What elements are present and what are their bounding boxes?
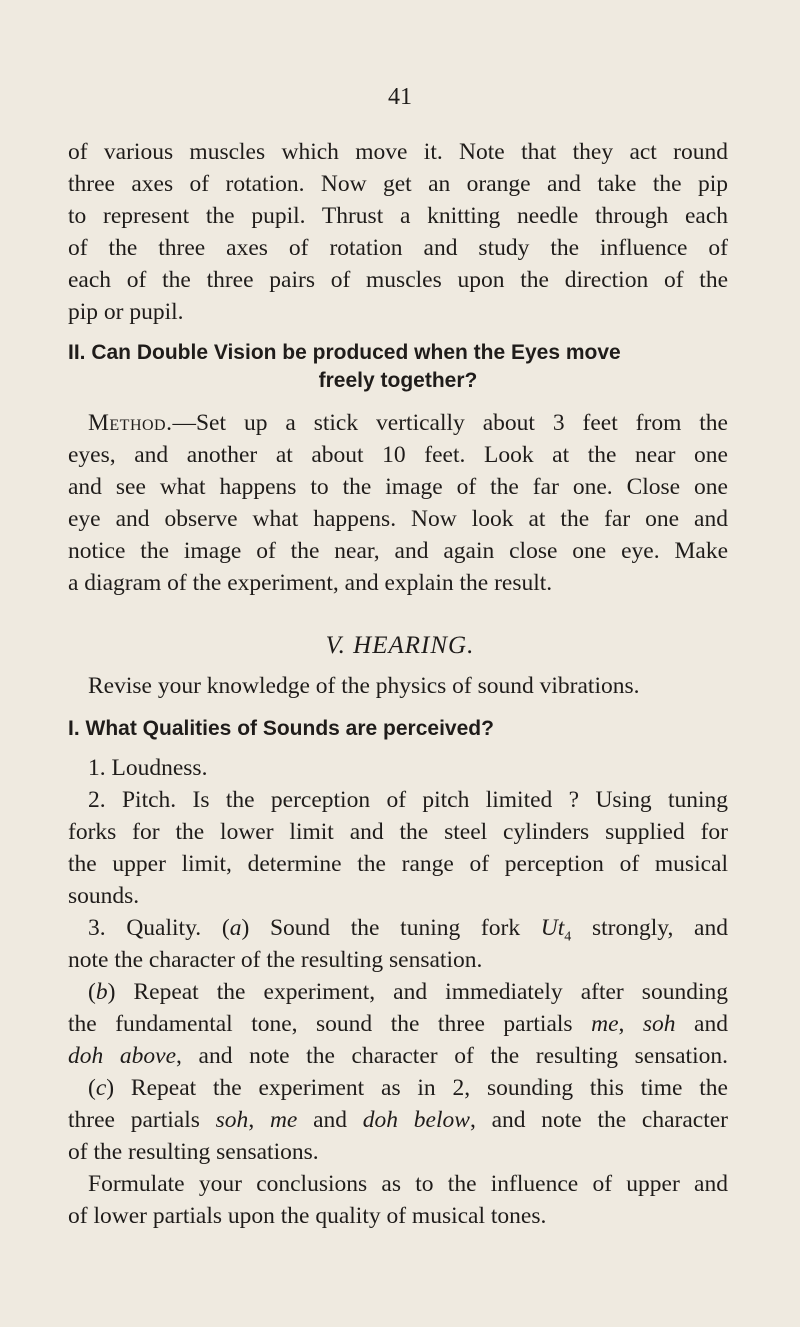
paragraph-line: and see what happens to the image of the far one. Close one <box>68 474 728 500</box>
question-heading: I. What Qualities of Sounds are perceived? <box>68 717 494 740</box>
paragraph-line: three axes of rotation. Now get an orange and take the pip <box>68 171 728 197</box>
paragraph-line: of lower partials upon the quality of musical tones. <box>68 1203 547 1229</box>
paragraph-line: sounds. <box>68 883 140 909</box>
revise-line: Revise your knowledge of the physics of sound vibrations. <box>88 673 640 699</box>
paragraph-line: pip or pupil. <box>68 299 184 325</box>
paragraph-line: doh above, and note the character of the resulting sensation. <box>68 1043 728 1069</box>
question-heading-cont: freely together? <box>318 369 478 392</box>
paragraph-line: eyes, and another at about 10 feet. Look at the near one <box>68 442 728 468</box>
list-item: 1. Loudness. <box>88 755 208 781</box>
sub-item: (b) Repeat the experiment, and immediately after sounding <box>88 979 728 1005</box>
paragraph-line: of the resulting sensations. <box>68 1139 319 1165</box>
method-label: Method. <box>88 410 173 436</box>
paragraph-line: to represent the pupil. Thrust a knitting needle through each <box>68 203 728 229</box>
paragraph-line: the upper limit, determine the range of perception of musical <box>68 851 728 877</box>
paragraph-line: the fundamental tone, sound the three partials me, soh and <box>68 1011 728 1037</box>
list-item: 3. Quality. (a) Sound the tuning fork $Ut_4$ strongly, and <box>88 915 728 945</box>
fork-name: Ut <box>540 915 565 941</box>
page-number: 41 <box>388 84 412 110</box>
paragraph-line: each of the three pairs of muscles upon the direction of the <box>68 267 728 293</box>
question-heading: II. Can Double Vision be produced when the Eyes move <box>68 341 621 364</box>
list-item: 2. Pitch. Is the perception of pitch limited ? Using tuning <box>88 787 728 813</box>
section-title: V. HEARING. <box>325 632 475 659</box>
paragraph-line: a diagram of the experiment, and explain the result. <box>68 570 553 596</box>
paragraph-line: notice the image of the near, and again close one eye. Make <box>68 538 728 564</box>
paragraph-line: three partials soh, me and doh below, and note the character <box>68 1107 729 1133</box>
paragraph-line: note the character of the resulting sensation. <box>68 947 483 973</box>
method-line: Method.—Set up a stick vertically about 3 feet from the <box>88 410 728 436</box>
paragraph-line: Formulate your conclusions as to the influence of upper and <box>88 1171 728 1197</box>
paragraph-line: forks for the lower limit and the steel cylinders supplied for <box>68 819 728 845</box>
paragraph-line: of the three axes of rotation and study the influence of <box>68 235 728 261</box>
sub-item: (c) Repeat the experiment as in 2, sounding this time the <box>88 1075 728 1101</box>
paragraph-line: of various muscles which move it. Note that they act round <box>68 139 728 165</box>
paragraph-line: eye and observe what happens. Now look at the far one and <box>68 506 728 532</box>
